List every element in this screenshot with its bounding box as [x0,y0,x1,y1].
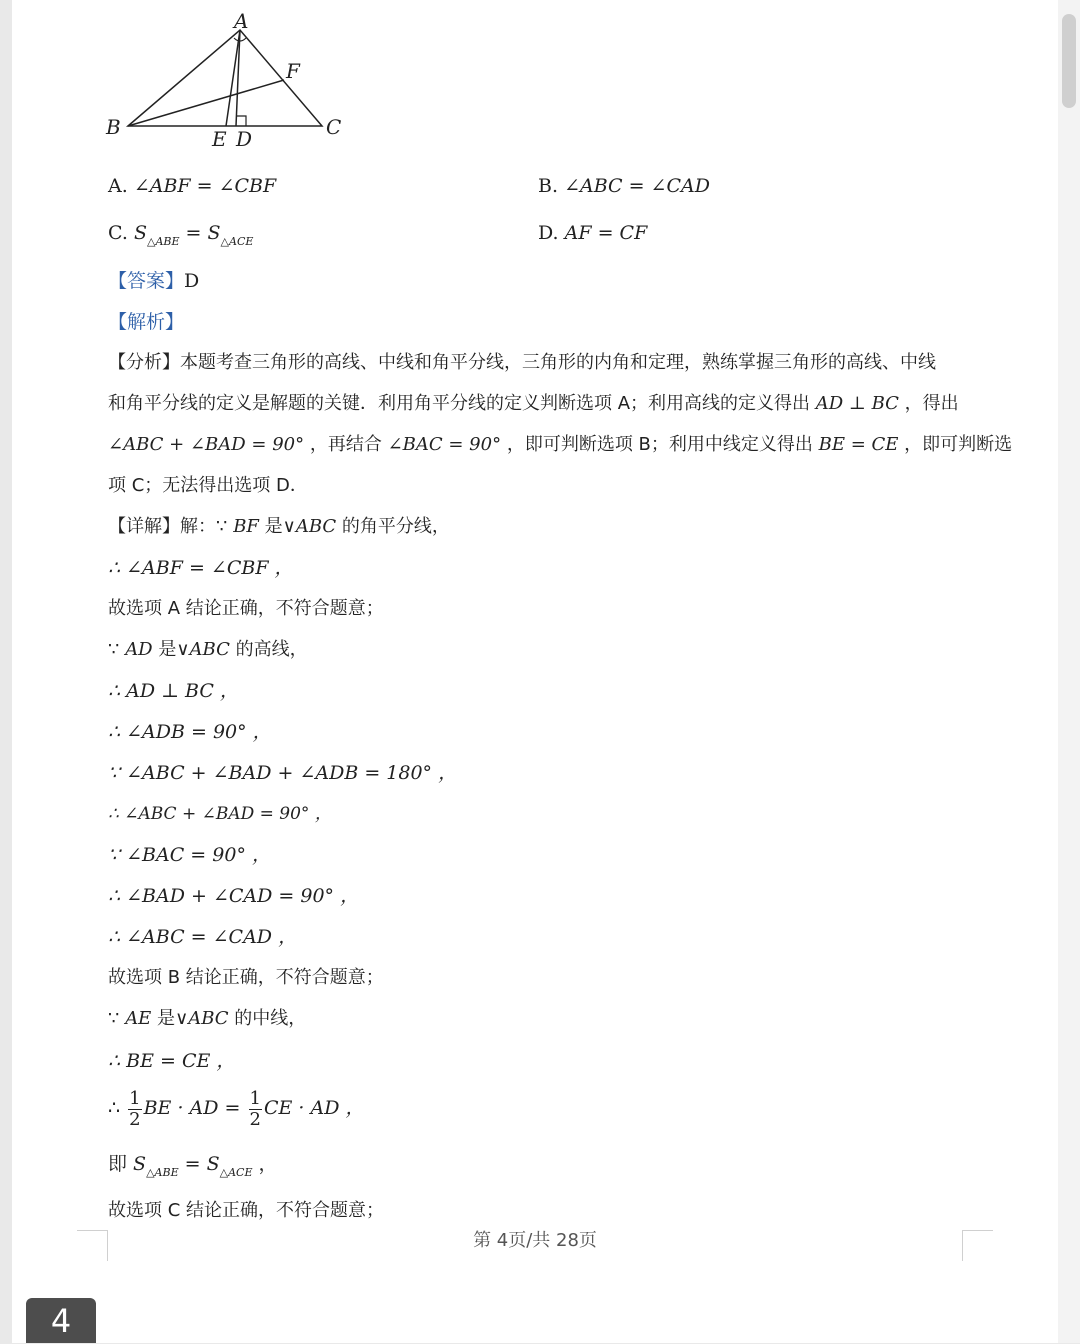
analysis-l3-math2: ∠BAC = 90° [387,434,502,455]
analysis-l3-math1: ∠ABC + ∠BAD = 90° [108,434,305,455]
option-c-label: C. [108,222,128,244]
detail-s15-eq: = [178,1153,207,1175]
document-page [12,0,1058,1343]
detail-step-7: ∴ ∠ABC + ∠BAD = 90° ， [108,804,332,824]
right-angle-mark [236,116,246,126]
detail-step-9: ∴ ∠BAD + ∠CAD = 90° ， [108,885,360,907]
option-b-label: B. [538,175,559,197]
detail-s12-a: ∵ [108,1008,126,1029]
option-c-sub2: △ACE [220,235,254,248]
fraction-2-denominator: 2 [249,1108,261,1130]
detail-s3-a: ∵ [108,639,126,660]
detail-step-8: ∵ ∠BAC = 90° ， [108,844,271,866]
fraction-2-numerator: 1 [249,1087,261,1109]
option-a-label: A. [108,175,128,197]
answer-tag: 【答案】 [108,270,185,292]
label-f: F [286,59,300,83]
triangle-figure [100,8,360,158]
analysis-line-3 [108,433,1012,457]
analysis-line-2 [108,392,959,416]
label-e: E [212,127,227,151]
fraction-half-1 [128,1089,141,1130]
analysis-l2-text: 和角平分线的定义是解题的关键．利用角平分线的定义判断选项 A；利用高线的定义得出 [108,393,816,414]
detail-s15-sub1: △ABE [146,1166,179,1179]
option-c [108,221,253,254]
detail-step-14 [108,1086,364,1130]
fraction-1-numerator: 1 [129,1087,141,1109]
detail-s3-c: 的高线， [229,639,308,660]
bisector-bf [128,80,284,126]
analysis-l3-math3: BE = CE [818,434,899,455]
detail-s15-sub2: △ACE [219,1166,253,1179]
detail-step-5: ∴ ∠ADB = 90° ， [108,721,272,743]
option-a [108,174,276,198]
detail-s15-end: ， [252,1153,278,1175]
detail-s14-pre: ∴ [108,1097,127,1119]
label-d: D [236,127,253,151]
detail-s12-b: 是 [151,1008,176,1029]
option-c-sub1: △ABE [146,235,180,248]
option-d-label: D. [538,222,559,244]
detail-head-c: 的角平分线， [336,516,450,537]
analysis-l3-text2: ，即可判断选项 B；利用中线定义得出 [501,434,819,455]
answer-value: D [184,270,200,292]
detail-head-m1: BF [233,516,259,537]
detail-s12-m2: ∨ABC [175,1008,229,1029]
detail-s14-end: CE · AD ， [263,1097,365,1119]
detail-s15-pre: 即 [108,1153,134,1175]
analysis-line-1: 【分析】本题考查三角形的高线、中线和角平分线，三角形的内角和定理，熟练掌握三角形的高线、中线 [108,352,936,373]
detail-s15-s1: S [133,1153,147,1175]
analysis-heading [108,310,184,334]
option-d [538,221,647,245]
detail-step-10: ∴ ∠ABC = ∠CAD ， [108,926,298,948]
option-c-eq: = [179,222,208,244]
label-b: B [106,115,121,139]
detail-head [108,515,450,539]
label-c: C [326,115,342,139]
detail-s3-m: AD [125,639,153,660]
detail-s3-b: 是 [152,639,177,660]
option-b [538,174,710,198]
detail-s14-mid: BE · AD = [143,1097,247,1119]
detail-s12-c: 的中线， [228,1008,307,1029]
page-footer: 第 4页/共 28页 [473,1230,597,1251]
analysis-tag: 【解析】 [108,311,185,333]
answer-line [108,269,199,293]
option-b-text: ∠ABC = ∠CAD [564,175,710,197]
detail-step-4: ∴ AD ⊥ BC ， [108,680,239,702]
analysis-l3-text1: ，再结合 [304,434,388,455]
detail-step-13: ∴ BE = CE ， [108,1050,236,1072]
option-c-s2: S [207,222,221,244]
page-number-badge[interactable]: 4 [26,1298,96,1343]
scrollbar-thumb[interactable] [1062,14,1076,108]
detail-step-2: 故选项 A 结论正确，不符合题意； [108,598,384,619]
detail-s15-s2: S [206,1153,220,1175]
fraction-1-denominator: 2 [129,1108,141,1130]
detail-step-6: ∵ ∠ABC + ∠BAD + ∠ADB = 180° ， [108,762,458,784]
option-a-text: ∠ABF = ∠CBF [133,175,277,197]
detail-head-a: 【详解】解：∵ [108,516,234,537]
detail-head-m2: ∨ABC [282,516,337,537]
analysis-l2-end: ，得出 [898,393,959,414]
detail-s3-m2: ∨ABC [176,639,230,660]
analysis-l3-text3: ，即可判断选 [898,434,1013,455]
detail-step-11: 故选项 B 结论正确，不符合题意； [108,967,384,988]
detail-head-b: 是 [258,516,283,537]
scrollbar-track[interactable] [1058,0,1080,1343]
fraction-half-2 [249,1089,262,1130]
analysis-line-4: 项 C；无法得出选项 D． [108,475,308,496]
label-a: A [234,9,249,33]
option-c-s1: S [133,222,147,244]
detail-s12-m: AE [125,1008,152,1029]
detail-step-1: ∴ ∠ABF = ∠CBF ， [108,557,294,579]
analysis-l2-math: AD ⊥ BC [815,393,899,414]
detail-step-15 [108,1152,278,1185]
option-d-text: AF = CF [564,222,648,244]
detail-step-16: 故选项 C 结论正确，不符合题意； [108,1200,385,1221]
detail-step-3 [108,638,308,662]
detail-step-12 [108,1007,306,1031]
